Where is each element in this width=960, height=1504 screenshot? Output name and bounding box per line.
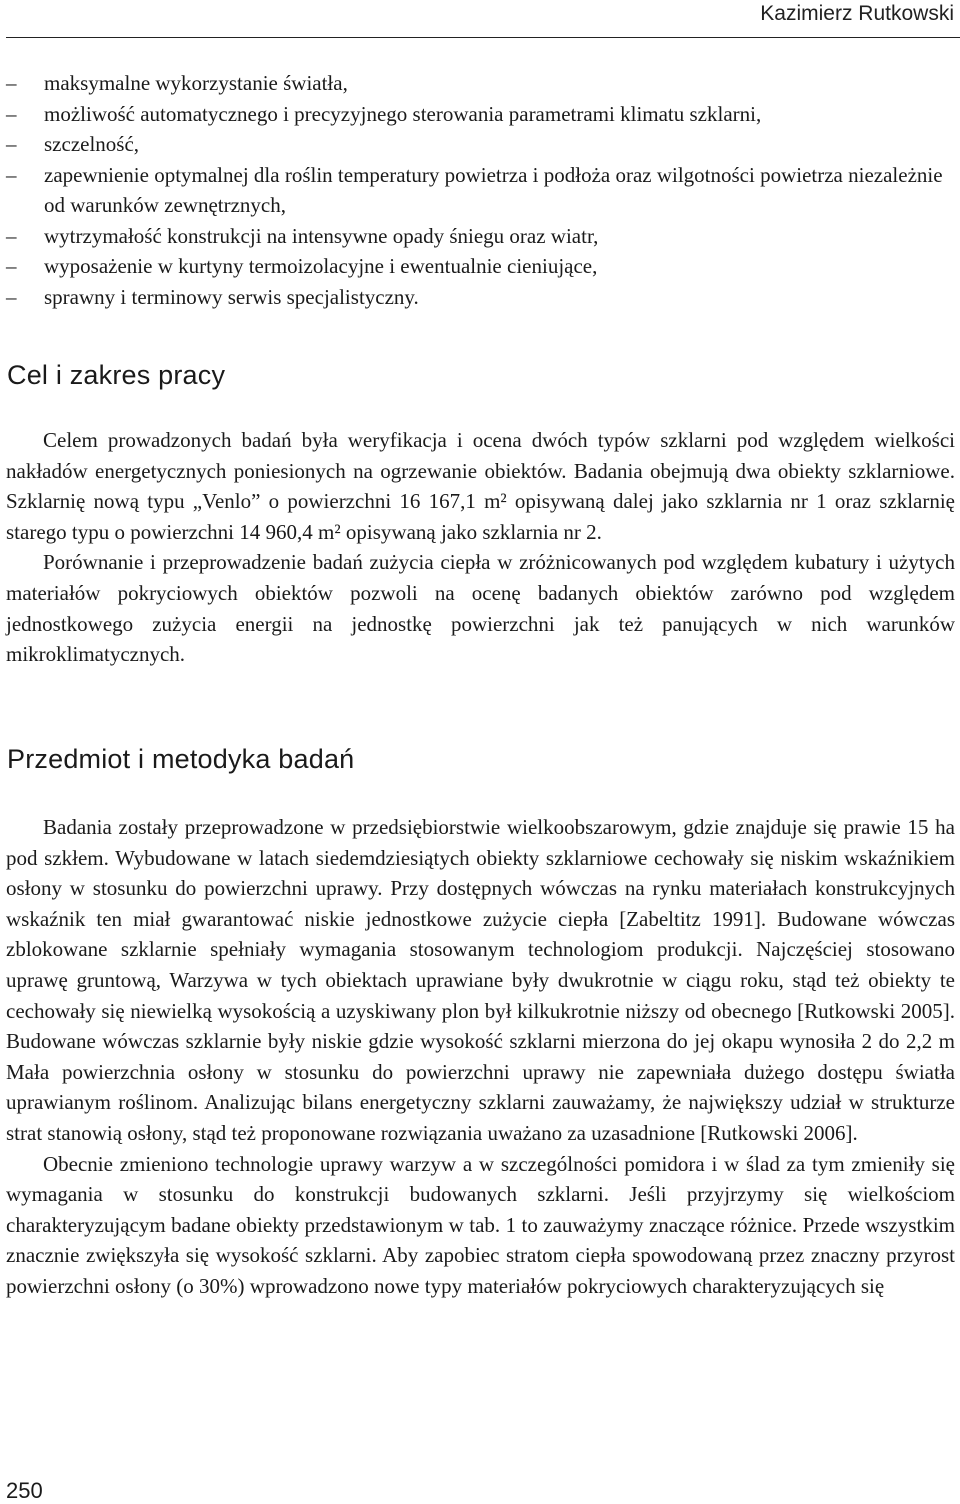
list-item: – możliwość automatycznego i precyzyjnego sterowania parametrami klimatu szklarni,: [6, 99, 956, 130]
running-header: [0, 0, 960, 38]
section-body-przedmiot: [6, 812, 955, 1302]
dash-bullet-icon: –: [6, 284, 17, 309]
list-item: – wytrzymałość konstrukcji na intensywne opady śniegu oraz wiatr,: [6, 221, 956, 252]
dash-bullet-icon: –: [6, 71, 17, 95]
dash-bullet-icon: –: [6, 101, 17, 126]
list-item: – sprawny i terminowy serwis specjalistyczny.: [6, 282, 956, 313]
list-item: – zapewnienie optymalnej dla roślin temperatury powietrza i podłoża oraz wilgotności powietrza niezależnie od warunków zewnętrznych,: [6, 160, 956, 221]
dash-bullet-icon: –: [6, 254, 17, 278]
dash-bullet-icon: –: [6, 223, 17, 248]
requirements-list: [6, 68, 956, 312]
paragraph: Celem prowadzonych badań była weryfikacja i ocena dwóch typów szklarni pod względem wielkości nakładów energetycznych poniesionych na ogrzewanie obiektów. Badania obejmują dwa obiekty szklarniowe. Szklarnię nową typu „Venlo” o powierzchni 16 167,1 m² opisywaną dalej jako szklarnia nr 1 oraz szklarnię starego typu o powierzchni 14 960,4 m² opisywaną jako szklarnia nr 2.: [6, 428, 955, 544]
dash-bullet-icon: –: [6, 162, 17, 187]
section-body-cel: [6, 425, 955, 670]
header-rule: [6, 37, 960, 38]
paragraph: Porównanie i przeprowadzenie badań zużycia ciepła w zróżnicowanych pod względem kubatury i użytych materiałów pokryciowych obiektów pozwoli na ocenę badanych obiektów zarówno pod względem jednostkowego zużycia energii na jednostkę powierzchni jak też panujących w nich warunków mikroklimatycznych.: [6, 550, 955, 667]
list-item: – szczelność,: [6, 129, 956, 160]
section-heading-cel: Cel i zakres pracy: [7, 360, 226, 390]
paragraph: Badania zostały przeprowadzone w przedsiębiorstwie wielkoobszarowym, gdzie znajduje się prawie 15 ha pod szkłem. Wybudowane w latach siedemdziesiątych obiekty szklarniowe cechowały się niskim wskaźnikiem osłony w stosunku do powierzchni uprawy. Przy dostępnych wówczas na rynku materiałach konstrukcyjnych wskaźnik ten miał gwarantować niskie jednostkowe zużycie ciepła [Zabeltitz 1991]. Budowane wówczas zblokowane szklarnie spełniały wymagania stosowanym technologiom produkcji. Najczęściej stosowano uprawę gruntową, Warzywa w tych obiektach uprawiane były dwukrotnie w ciągu roku, stąd też obiekty te cechowały się niewielką wysokością a uzyskiwany plon był kilkukrotnie niższy od obecnego [Rutkowski 2005]. Budowane wówczas szklarnie były niskie gdzie wysokość szklarni mierzona do jej okapu wynosiła 2 do 2,2 m Mała powierzchnia osłony w stosunku do powierzchni uprawy nie zapewniała dużego dostępu światła uprawianym roślinom. Analizując bilans energetyczny szklarni zauważamy, że największy udział w strukturze strat stanowią osłony, stąd też proponowane rozwiązania uważano za uzasadnione [Rutkowski 2006].: [6, 815, 955, 1145]
paragraph: Obecnie zmieniono technologie uprawy warzyw a w szczególności pomidora i w ślad za tym zmieniły się wymagania w stosunku do konstrukcji budowanych szklarni. Jeśli przyjrzymy się wielkościom charakteryzującym badane obiekty przedstawionym w tab. 1 to zauważymy znaczące różnice. Przede wszystkim znacznie zwiększyła się wysokość szklarni. Aby zapobiec stratom ciepła spowodowaną przez znaczny przyrost powierzchni osłony (o 30%) wprowadzono nowe typy materiałów pokryciowych charakteryzujących się: [6, 1151, 955, 1298]
dash-bullet-icon: –: [6, 132, 17, 156]
list-item: – wyposażenie w kurtyny termoizolacyjne i ewentualnie cieniujące,: [6, 251, 956, 282]
page-number: 250: [6, 1478, 43, 1503]
list-item: – maksymalne wykorzystanie światła,: [6, 68, 956, 99]
header-author: Kazimierz Rutkowski: [760, 2, 954, 25]
section-heading-przedmiot: Przedmiot i metodyka badań: [7, 744, 355, 774]
